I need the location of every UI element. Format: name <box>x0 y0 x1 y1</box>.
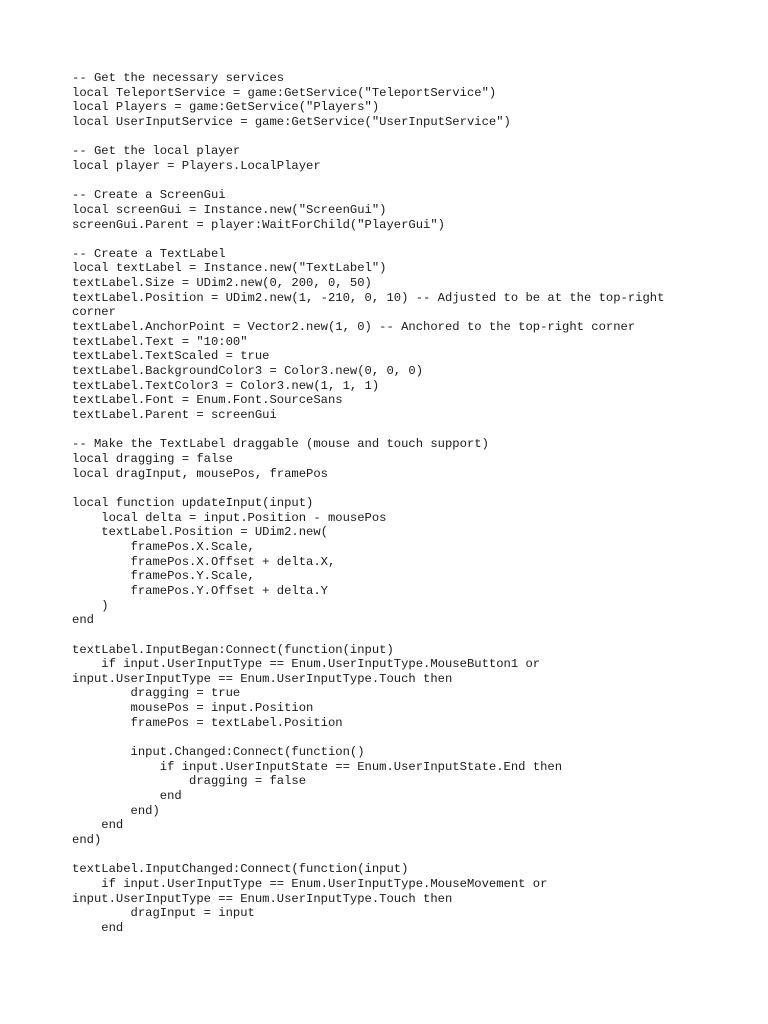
code-line: dragInput = input <box>72 906 255 921</box>
code-line <box>72 481 762 496</box>
code-line: framePos = textLabel.Position <box>72 715 343 730</box>
code-line: framePos.X.Offset + delta.X, <box>72 554 336 569</box>
code-line: if input.UserInputType == Enum.UserInputType.MouseMovement or <box>72 876 548 891</box>
code-line: framePos.Y.Offset + delta.Y <box>72 583 328 598</box>
code-line <box>72 130 762 145</box>
code-line: textLabel.Text = "10:00" <box>72 334 248 349</box>
code-line: end <box>72 920 124 935</box>
code-line: end <box>72 818 124 833</box>
code-line: framePos.Y.Scale, <box>72 569 255 584</box>
code-line: local screenGui = Instance.new("ScreenGui") <box>72 202 387 217</box>
code-line: end) <box>72 803 160 818</box>
code-line: textLabel.TextColor3 = Color3.new(1, 1, 1) <box>72 378 380 393</box>
code-line: -- Get the local player <box>72 144 241 159</box>
code-line: corner <box>72 305 116 320</box>
code-line <box>72 423 762 438</box>
code-line: framePos.X.Scale, <box>72 539 255 554</box>
code-line: textLabel.Position = UDim2.new(1, -210, 0, 10) -- Adjusted to be at the top-right <box>72 290 665 305</box>
code-line: local dragging = false <box>72 452 233 466</box>
code-line: local textLabel = Instance.new("TextLabel") <box>72 261 387 276</box>
code-line: mousePos = input.Position <box>72 701 314 716</box>
code-line: textLabel.Font = Enum.Font.SourceSans <box>72 393 343 408</box>
code-line <box>72 730 762 745</box>
code-line: -- Make the TextLabel draggable (mouse and touch support) <box>72 437 489 452</box>
code-line: textLabel.BackgroundColor3 = Color3.new(0, 0, 0) <box>72 364 424 379</box>
code-line: textLabel.TextScaled = true <box>72 349 270 364</box>
code-line <box>72 628 762 643</box>
code-line: input.Changed:Connect(function() <box>72 745 365 760</box>
code-line: local dragInput, mousePos, framePos <box>72 466 328 481</box>
code-line: textLabel.Size = UDim2.new(0, 200, 0, 50) <box>72 276 372 291</box>
code-line: local UserInputService = game:GetService("UserInputService") <box>72 114 511 129</box>
code-block <box>72 71 762 936</box>
code-line: -- Create a ScreenGui <box>72 188 226 203</box>
code-line: textLabel.Parent = screenGui <box>72 408 277 423</box>
code-line: input.UserInputType == Enum.UserInputType.Touch then <box>72 671 453 686</box>
code-line: if input.UserInputState == Enum.UserInputState.End then <box>72 759 563 774</box>
code-line: ) <box>72 598 109 613</box>
code-line: end <box>72 789 182 804</box>
code-line <box>72 174 762 189</box>
code-line: local TeleportService = game:GetService("TeleportService") <box>72 85 497 100</box>
code-line: dragging = false <box>72 774 307 789</box>
code-line: textLabel.InputBegan:Connect(function(input) <box>72 642 394 657</box>
code-line: dragging = true <box>72 686 241 701</box>
code-line: if input.UserInputType == Enum.UserInputType.MouseButton1 or <box>72 657 541 672</box>
code-line: textLabel.Position = UDim2.new( <box>72 525 328 540</box>
code-line: local player = Players.LocalPlayer <box>72 158 321 173</box>
code-line <box>72 848 762 863</box>
code-line <box>72 232 762 247</box>
code-line: end) <box>72 833 102 848</box>
code-line: textLabel.InputChanged:Connect(function(input) <box>72 862 409 877</box>
code-line: local delta = input.Position - mousePos <box>72 510 387 525</box>
code-line: end <box>72 613 94 628</box>
code-line: input.UserInputType == Enum.UserInputType.Touch then <box>72 891 453 906</box>
code-line: textLabel.AnchorPoint = Vector2.new(1, 0) -- Anchored to the top-right corner <box>72 320 636 335</box>
code-line: screenGui.Parent = player:WaitForChild("PlayerGui") <box>72 217 445 232</box>
code-line: local Players = game:GetService("Players") <box>72 100 380 115</box>
code-line: local function updateInput(input) <box>72 495 314 510</box>
code-line: -- Get the necessary services <box>72 71 285 85</box>
document-page <box>72 71 762 936</box>
code-line: -- Create a TextLabel <box>72 246 226 261</box>
